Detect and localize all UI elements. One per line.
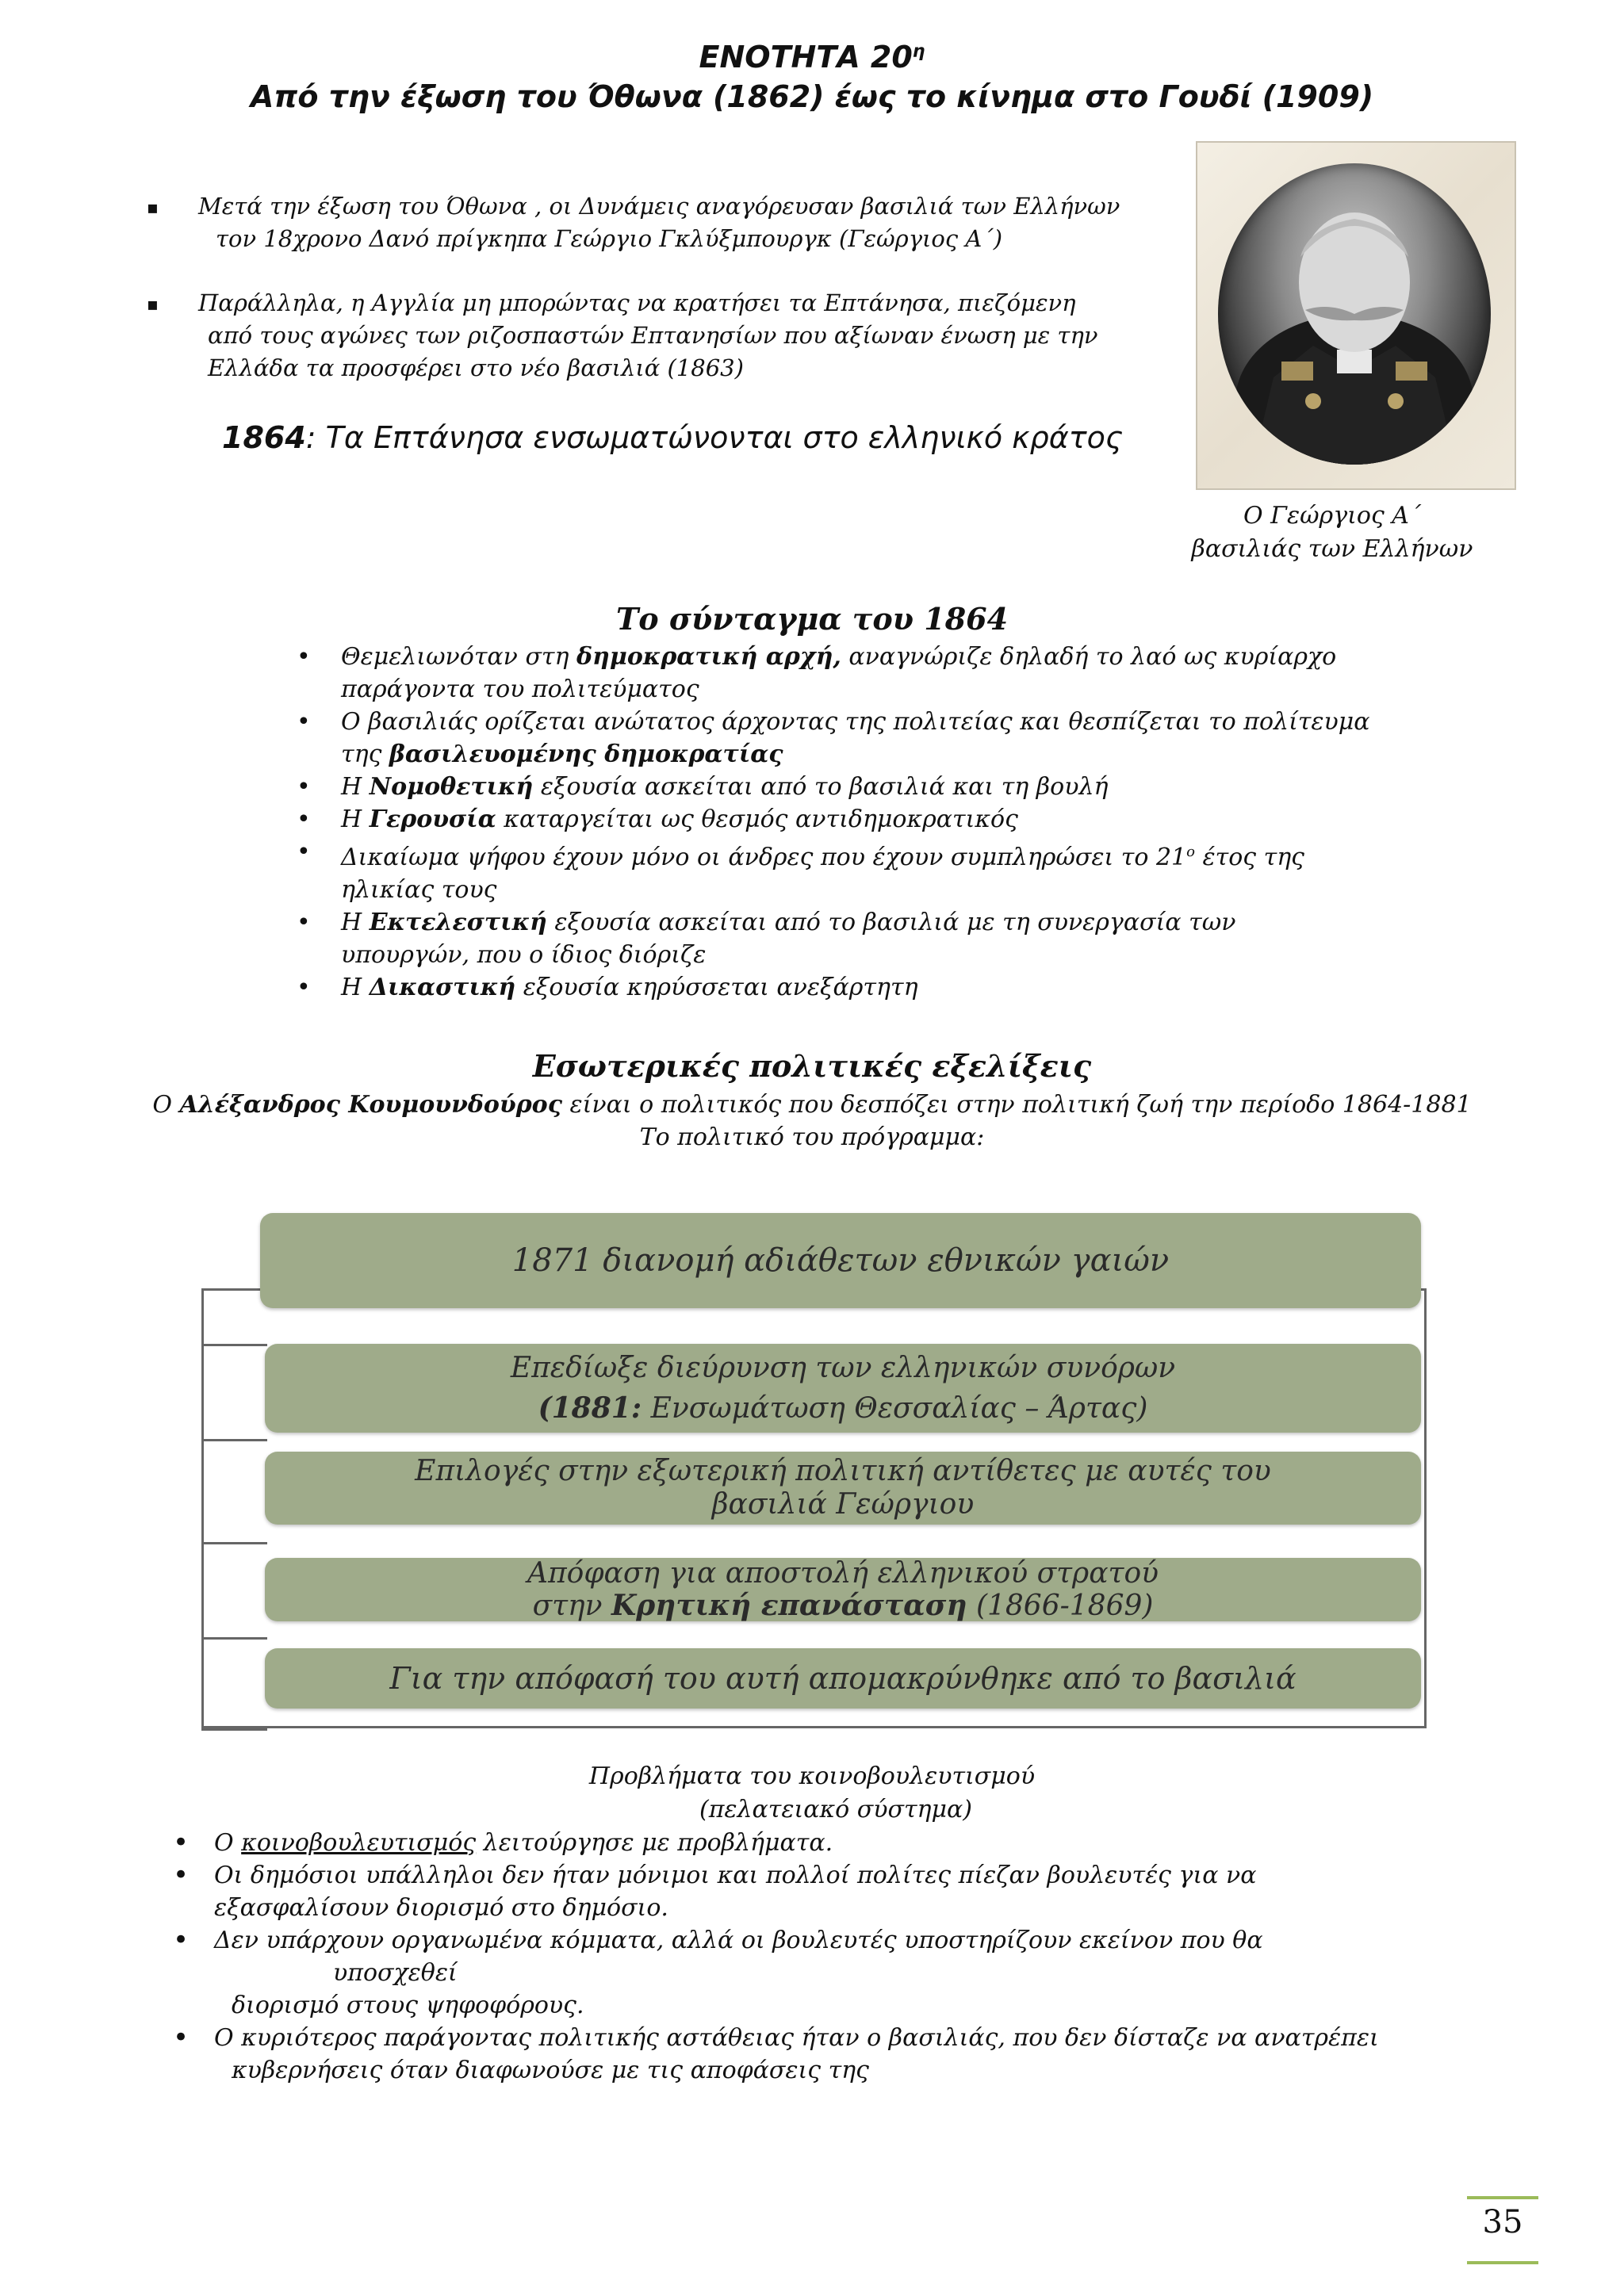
program-box-cretan-revolution: Απόφαση για αποστολή ελληνικού στρατού στην Κρητική επανάσταση (1866-1869) [265,1558,1421,1621]
list-item: • Δεν υπάρχουν οργανωμένα κόμματα, αλλά οι βουλευτές υποστηρίζουν εκείνον που θα υποσχεθεί διορισμό στους ψηφοφόρους. [214,1924,1451,2022]
program-box-removed: Για την απόφασή του αυτή απομακρύνθηκε από το βασιλιά [265,1648,1421,1709]
ionian-islands-highlight: 1864: Τα Επτάνησα ενσωματώνονται στο ελληνικό κράτος [222,420,1124,455]
king-george-portrait [1196,141,1516,490]
political-program-diagram [198,1209,1435,1740]
portrait-figure [1218,163,1491,465]
page-number-bar [1467,2196,1538,2199]
list-item: • Η Γερουσία καταργείται ως θεσμός αντιδημοκρατικός [341,803,1435,836]
list-item: • Ο κοινοβουλευτισμός λειτούργησε με προβλήματα. [214,1827,1451,1859]
diagram-bracket [201,1637,267,1731]
diagram-bracket [201,1288,267,1346]
square-bullet-icon: ▪ [147,295,159,315]
diagram-bottom-rail [201,1726,1427,1728]
intro-paragraph-2: Παράλληλα, η Αγγλία μη μπορώντας να κρατήσει τα Επτάνησα, πιεζόμενη από τους αγώνες των ριζοσπαστών Επτανησίων που αξίωναν ένωση με την Ελλάδα τα προσφέρει στο νέο βασιλιά (1863) [198,289,1098,381]
list-item: • Η Νομοθετική εξουσία ασκείται από το βασιλιά και τη βουλή [341,771,1435,803]
list-item: • Οι δημόσιοι υπάλληλοι δεν ήταν μόνιμοι και πολλοί πολίτες πίεζαν βουλευτές για να εξασφαλίσουν διορισμό στο δημόσιο. [214,1859,1451,1924]
program-box-borders: Επεδίωξε διεύρυνση των ελληνικών συνόρων (1881: Ενσωμάτωση Θεσσαλίας – Άρτας) [265,1344,1421,1433]
constitution-list [341,641,1435,1004]
internal-politics-title: Εσωτερικές πολιτικές εξελίξεις [532,1048,1092,1084]
list-item: • Ο κυριότερος παράγοντας πολιτικής αστάθειας ήταν ο βασιλιάς, που δεν δίσταζε να ανατρέπει κυβερνήσεις όταν διαφωνούσε με τις αποφάσεις της [214,2022,1451,2087]
section-number-title: ΕΝΟΤΗΤΑ $20^\eta$ [699,40,925,75]
page-title: Από την έξωση του Όθωνα (1862) έως το κίνημα στο Γουδί (1909) [250,79,1374,114]
diagram-bracket [201,1344,267,1441]
problems-title-line-1: Προβλήματα του κοινοβουλευτισμού [588,1762,1036,1790]
constitution-title: Το σύνταγμα του 1864 [615,601,1009,637]
square-bullet-icon: ▪ [147,198,159,218]
portrait-caption-line-2: βασιλιάς των Ελλήνων [1191,535,1473,563]
program-label: Το πολιτικό του πρόγραμμα: [639,1123,985,1151]
list-item: • Ο βασιλιάς ορίζεται ανώτατος άρχοντας της πολιτείας και θεσπίζεται το πολίτευμα της βασιλευομένης δημοκρατίας [341,706,1435,771]
diagram-bracket [201,1439,267,1544]
program-box-foreign-policy: Επιλογές στην εξωτερική πολιτική αντίθετες με αυτές του βασιλιά Γεώργιου [265,1452,1421,1525]
intro-paragraph-1: Μετά την έξωση του Όθωνα , οι Δυνάμεις αναγόρευσαν βασιλιά των Ελλήνων τον 18χρονο Δανό πρίγκηπα Γεώργιο Γκλύξμπουργκ (Γεώργιος Α΄) [198,193,1120,252]
list-item: • Η Εκτελεστική εξουσία ασκείται από το βασιλιά με τη συνεργασία των υπουργών, που ο ίδιος διόριζε [341,906,1435,971]
list-item: • Η Δικαστική εξουσία κηρύσσεται ανεξάρτητη [341,971,1435,1004]
portrait-caption-line-1: Ο Γεώργιος Α΄ [1243,502,1421,530]
koumoundouros-intro: Ο Αλέξανδρος Κουμουνδούρος είναι ο πολιτικός που δεσπόζει στην πολιτική ζωή την περίοδο 1864-1881 [152,1091,1472,1119]
program-box-land-distribution: 1871 διανομή αδιάθετων εθνικών γαιών [260,1213,1421,1308]
diagram-bracket [201,1542,267,1640]
problems-title-line-2: (πελατειακό σύστημα) [699,1796,972,1823]
page-number: 35 [1482,2204,1523,2241]
list-item: • Θεμελιωνόταν στη δημοκρατική αρχή, αναγνώριζε δηλαδή το λαό ως κυρίαρχο παράγοντα του πολιτεύματος [341,641,1435,706]
list-item: • Δικαίωμα ψήφου έχουν μόνο οι άνδρες που έχουν συμπληρώσει το $21^o$ έτος της ηλικίας τους [341,836,1435,906]
diagram-right-rail [1424,1288,1427,1728]
page-number-bar [1467,2261,1538,2264]
problems-list [214,1827,1451,2087]
